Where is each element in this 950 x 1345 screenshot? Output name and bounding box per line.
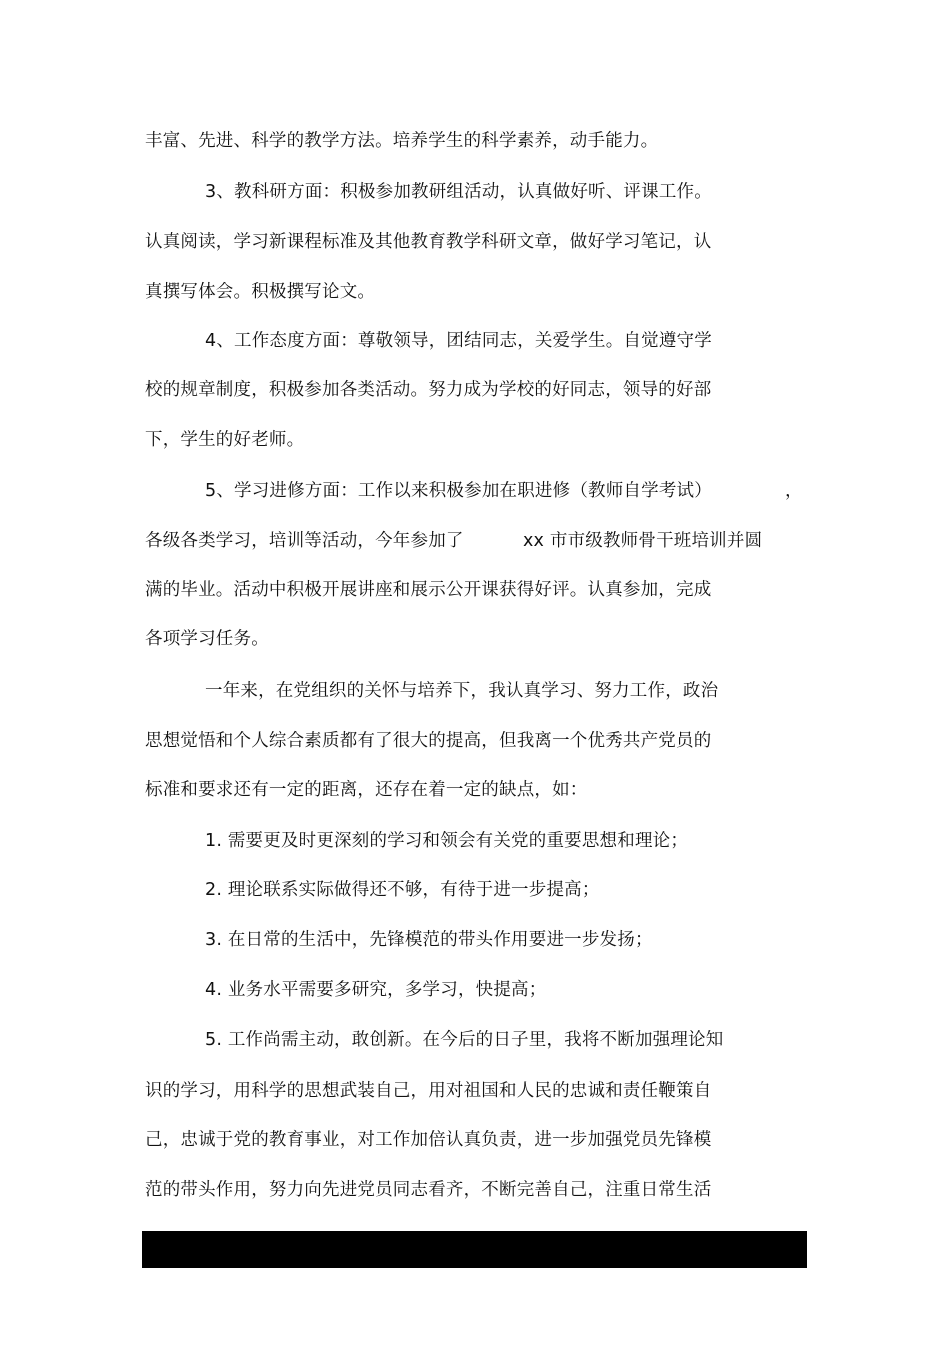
text-line: 认真阅读，学习新课程标准及其他教育教学科研文章，做好学习笔记，认 <box>145 232 712 252</box>
text-line: 识的学习，用科学的思想武装自己，用对祖国和人民的忠诚和责任鞭策自 <box>145 1081 712 1101</box>
text-line: 下，学生的好老师。 <box>145 430 305 450</box>
text-line: 校的规章制度，积极参加各类活动。努力成为学校的好同志，领导的好部 <box>145 380 712 400</box>
text-line: 一年来，在党组织的关怀与培养下，我认真学习、努力工作，政治 <box>205 681 719 701</box>
text-line: 思想觉悟和个人综合素质都有了很大的提高，但我离一个优秀共产党员的 <box>145 731 712 751</box>
text-line: 范的带头作用，努力向先进党员同志看齐，不断完善自己，注重日常生活 <box>145 1180 712 1200</box>
text-line <box>145 526 805 556</box>
text-line: 标准和要求还有一定的距离，还存在着一定的缺点，如： <box>145 780 588 800</box>
text-line <box>205 476 805 506</box>
list-item: 3. 在日常的生活中，先锋模范的带头作用要进一步发扬； <box>205 930 653 950</box>
text-segment: ， <box>785 481 803 501</box>
text-line: 丰富、先进、科学的教学方法。培养学生的科学素养，动手能力。 <box>145 131 659 151</box>
text-segment: 各级各类学习，培训等活动，今年参加了 <box>145 531 464 551</box>
list-item: 2. 理论联系实际做得还不够，有待于进一步提高； <box>205 880 600 900</box>
text-line: 各项学习任务。 <box>145 629 269 649</box>
text-line: 4、工作态度方面：尊敬领导，团结同志，关爱学生。自觉遵守学 <box>205 331 712 351</box>
text-line: 3、教科研方面：积极参加教研组活动，认真做好听、评课工作。 <box>205 182 712 202</box>
list-item: 1. 需要更及时更深刻的学习和领会有关党的重要思想和理论； <box>205 831 689 851</box>
footer-black-bar <box>142 1231 807 1268</box>
text-segment: xx 市市级教师骨干班培训并圆 <box>523 531 763 551</box>
text-line: 己，忠诚于党的教育事业，对工作加倍认真负责，进一步加强党员先锋模 <box>145 1130 712 1150</box>
text-line: 满的毕业。活动中积极开展讲座和展示公开课获得好评。认真参加，完成 <box>145 580 712 600</box>
text-segment: 5、学习进修方面：工作以来积极参加在职进修（教师自学考试） <box>205 481 712 501</box>
list-item: 4. 业务水平需要多研究，多学习，快提高； <box>205 980 547 1000</box>
list-item: 5. 工作尚需主动，敢创新。在今后的日子里，我将不断加强理论知 <box>205 1030 724 1050</box>
text-line: 真撰写体会。积极撰写论文。 <box>145 282 376 302</box>
